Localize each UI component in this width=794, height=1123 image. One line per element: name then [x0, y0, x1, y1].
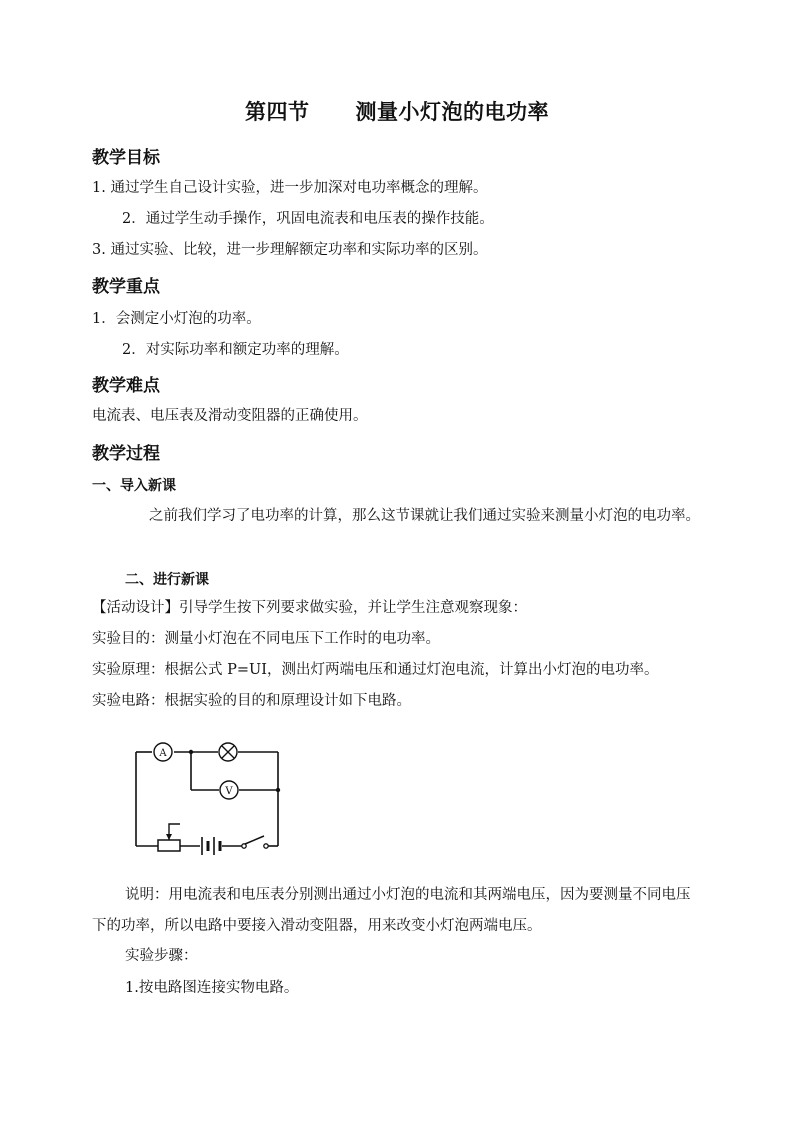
- activity-design: 【活动设计】引导学生按下列要求做实验，并让学生注意观察现象：: [92, 600, 527, 616]
- step-item: 1.按电路图连接实物电路。: [125, 980, 299, 996]
- key-point-item: 1．会测定小灯泡的功率。: [92, 311, 261, 327]
- note-paragraph: 说明：用电流表和电压表分别测出通过小灯泡的电流和其两端电压，因为要测量不同电压下的功率，所以电路中要接入滑动变阻器，用来改变小灯泡两端电压。: [92, 887, 691, 934]
- difficulties-text: 电流表、电压表及滑动变阻器的正确使用。: [92, 408, 368, 424]
- key-points-heading: 教学重点: [92, 277, 160, 297]
- objective-item: 2．通过学生动手操作，巩固电流表和电压表的操作技能。: [122, 211, 494, 227]
- circuit-diagram: [128, 736, 298, 862]
- steps-heading: 实验步骤：: [125, 948, 198, 964]
- objectives-heading: 教学目标: [92, 148, 160, 168]
- voltmeter-label: V: [225, 786, 233, 797]
- objective-item: 1. 通过学生自己设计实验，进一步加深对电功率概念的理解。: [92, 180, 488, 196]
- experiment-principle: 实验原理：根据公式 P=UI，测出灯两端电压和通过灯泡电流，计算出小灯泡的电功率。: [92, 662, 659, 678]
- circuit-intro: 实验电路：根据实验的目的和原理设计如下电路。: [92, 693, 411, 709]
- part1-paragraph: 之前我们学习了电功率的计算，那么这节课就让我们通过实验来测量小灯泡的电功率。: [149, 508, 700, 524]
- rheostat-icon: [158, 840, 180, 851]
- lesson-title: 测量小灯泡的电功率: [355, 100, 549, 124]
- junction-dot: [276, 788, 280, 792]
- objective-item: 3. 通过实验、比较，进一步理解额定功率和实际功率的区别。: [92, 242, 488, 258]
- junction-dot: [189, 750, 193, 754]
- part1-heading: 一、导入新课: [92, 478, 176, 494]
- part2-heading: 二、进行新课: [125, 572, 209, 588]
- ammeter-label: A: [159, 748, 167, 759]
- page-title: [0, 96, 794, 126]
- key-point-item: 2．对实际功率和额定功率的理解。: [122, 342, 349, 358]
- process-heading: 教学过程: [92, 444, 160, 464]
- difficulties-heading: 教学难点: [92, 376, 160, 396]
- battery-icon: [202, 837, 220, 855]
- section-number: 第四节: [245, 100, 310, 124]
- experiment-purpose: 实验目的：测量小灯泡在不同电压下工作时的电功率。: [92, 631, 440, 647]
